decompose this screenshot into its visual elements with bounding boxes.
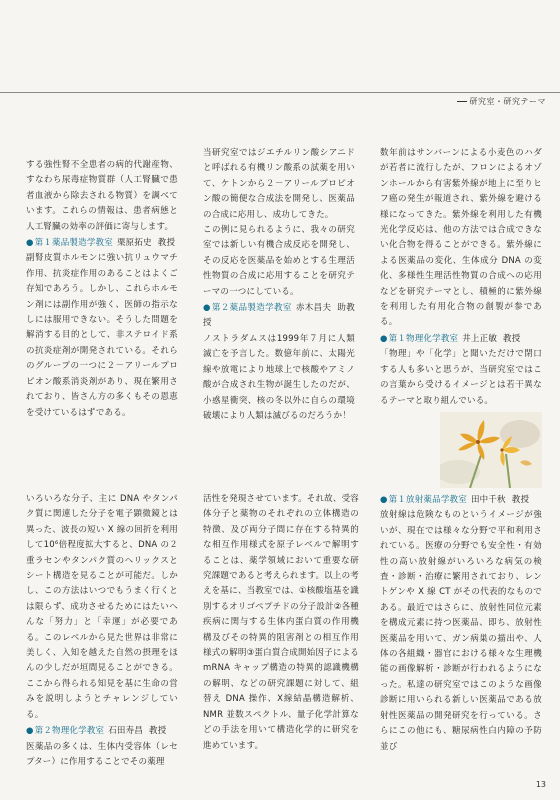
author-name: 栗原拓史	[116, 238, 152, 249]
paragraph: 「物理」や「化学」と聞いただけで閉口する人も多いと思うが、当研究室ではこの言葉から受けるイメージとは若干異なるテーマと取り組んでいる。	[380, 349, 542, 406]
paragraph: この例に見られるように、我々の研究室では新しい有機合成反応を開発し、その反応を医薬品を始めとする生理活性物質の合成に応用することを研究テーマの一つにしている。	[203, 225, 355, 297]
author-rank: 教授	[503, 333, 521, 344]
author-line	[26, 236, 178, 251]
top-column-1	[26, 158, 178, 421]
paragraph: 放射線は危険なものというイメージが強いが、現在では様々な分野で平和利用されている。医療の分野でも安全性・有効性の高い放射線がいろいろな病気の検査・診断・治療に繁用されており、レントゲンや X 線 CT がその代表的なものである。最近ではさらに、放射性同位元素を構成元素に持つ医薬品、即ち、放射性医薬品を用いて、ガン病巣の描出や、人体の各組織・器官における様々な生理機能の画像解析・診断が行われるようになった。私達の研究室ではこのような画像診断に用いられる新しい医薬品である放射性医薬品の開発研究を行っている。さらにこの他にも、糖尿病性白内障の予防並び	[380, 510, 542, 752]
paragraph: ノストラダムスは1999年７月に人類滅亡を予言した。数億年前に、太陽光線や放電により地球上で核酸やアミノ酸が合成され生物が誕生したのだが、小惑星衝突、核の冬以外に自らの環境破壊により人類は滅びるのだろうか！	[203, 333, 355, 421]
author-line	[380, 493, 542, 508]
lab-name: 第２物理化学教室	[34, 726, 105, 737]
lab-name: 第１物理化学教室	[388, 333, 459, 344]
bullet-icon: ●	[203, 303, 211, 314]
paragraph: いろいろな分子、主に DNA やタンパク質に関連した分子を電子顕微鏡とは異った、波長の短い X 線の回折を利用して10⁶倍程度拡大すると、DNA の２重ラセンやタンパク質のヘリックスとシート構造を見ることが可能だ。しかし、この方法はいつでもうまく行くとは限らず、成功させるためにはたいへんな「努力」と「幸運」が必要である。このレベルから見た世界は非常に美しく、入知を越えた自然の摂理をほんの少しだが垣間見ることができる。ここから得られる知見を基に生命の営みを説明しようとチャレンジしている。	[26, 494, 178, 720]
top-column-2	[203, 146, 355, 424]
author-line	[380, 332, 542, 347]
author-rank: 助教授	[203, 303, 355, 329]
lab-name: 第２薬品製造学教室	[211, 303, 292, 314]
page-number: 13	[535, 780, 546, 789]
author-rank: 教授	[157, 238, 176, 249]
bottom-column-1	[26, 492, 178, 770]
lily-photo	[440, 412, 542, 488]
author-name: 田中千秋	[470, 495, 506, 505]
bottom-column-3	[380, 492, 542, 755]
author-name: 石田寿昌	[108, 726, 144, 737]
paragraph: 活性を発現させています。それ故、受容体分子と薬物のそれぞれの立体構造の特徴、及び両分子間に存在する特異的な相互作用様式を原子レベルで解明することは、薬学領域において重要な研究課題であると考えられます。以上の考えを基に、当教室では、①核酸塩基を識別するオリゴペプチドの分子設計②各種疾病に関与する生体内蛋白質の作用機構及びその特異的阻害剤との相互作用様式の解明③蛋白質合成開始因子による mRNA キャップ構造の特異的認識機構の解明、などの研究課題に対して、組替え DNA 操作、X線結晶構造解析、NMR 並数スペクトル、量子化学計算などの手法を用いて構造化学的に研究を進めています。	[203, 494, 359, 751]
bullet-icon: ●	[380, 495, 388, 505]
paragraph: 当研究室ではジエチルリン酸シアニドと呼ばれる有機リン酸系の試薬を用いて、ケトンから２－アリールプロピオン酸の簡便な合成法を開発し、医薬品の合成に応用し、成功してきた。	[203, 148, 355, 220]
author-line	[203, 301, 355, 332]
author-line	[26, 724, 178, 739]
paragraph: する強性腎不全患者の病的代謝産物、すなわち尿毒症物質群（人工腎臓で患者血液から除去される物質）を調べています。これらの情報は、患者病態と人工腎臓の効率の評価に寄与します。	[26, 160, 178, 232]
bullet-icon: ●	[380, 333, 388, 344]
paragraph: 数年前はサンバーンによる小麦色のハダが若者に流行したが、フロンによるオゾンホールから有害紫外線が地上に至りヒフ癌の発生が報道され、紫外線を避ける様になってきた。紫外線を利用した有機光化学反応は、他の方法では合成できない化合物を得ることができる。紫外線による医薬品の変化、生体成分 DNA の変化、多様性生理活性物質の合成への応用などを研究テーマとし、積極的に紫外線を利用した有用化合物の創製が参である。	[380, 148, 542, 328]
author-name: 井上正敏	[462, 333, 498, 344]
bullet-icon: ●	[26, 238, 34, 249]
author-rank: 教授	[511, 495, 530, 505]
author-name: 赤木昌夫	[295, 303, 332, 314]
author-rank: 教授	[149, 726, 167, 737]
paragraph: 副腎皮質ホルモンに強い抗リュウマチ作用、抗炎症作用のあることはよくご存知であろう。しかし、これらホルモン剤には副作用が強く、医師の指示なしには服用できない。そうした問題を解消する目的として、非ステロイド系の抗炎症剤が開発されている。それらのグループの一つに２－アリールプロピオン酸系消炎剤があり、現在繁用されており、皆さん方の多くもその恩恵を受けているはずである。	[26, 253, 178, 418]
section-title: 研究室・研究テーマ	[457, 96, 547, 107]
top-column-3	[380, 146, 542, 409]
lab-name: 第１薬品製造学教室	[34, 238, 113, 249]
paragraph: 医薬品の多くは、生体内受容体（レセプター）に作用することでその薬理	[26, 741, 178, 767]
bottom-column-2	[203, 492, 359, 754]
lab-name: 第１放射薬品学教室	[388, 495, 467, 505]
bullet-icon: ●	[26, 726, 34, 737]
header-rule	[0, 92, 560, 93]
